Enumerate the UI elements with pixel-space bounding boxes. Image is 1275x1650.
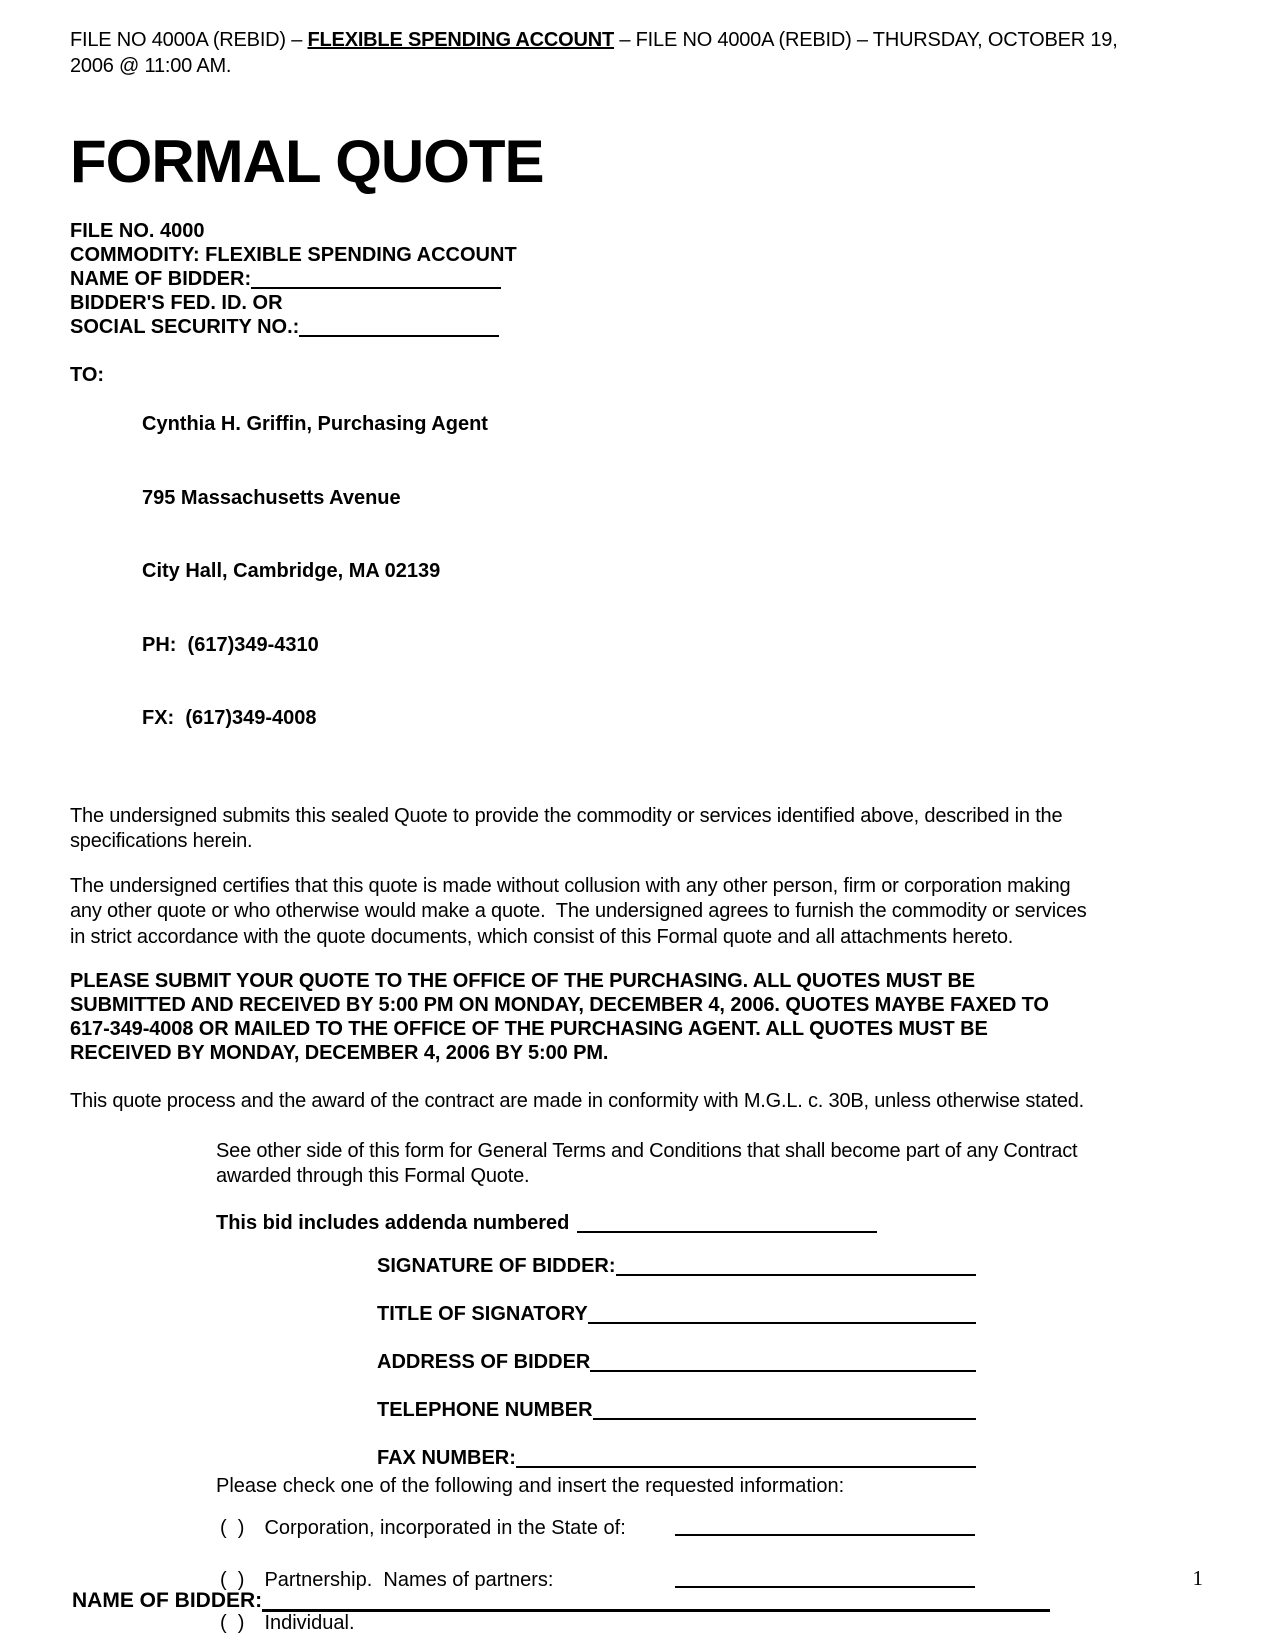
title-of-signatory-blank-line[interactable] (588, 1301, 976, 1324)
paragraph-submit-instructions: PLEASE SUBMIT YOUR QUOTE TO THE OFFICE OF THE PURCHASING. ALL QUOTES MUST BE SUBMITTED AND RECEIVED BY 5:00 PM ON MONDAY, DECEMBER 4, 2006. QUOTES MAYBE FAXED TO 617-349-4008 OR MAILED TO THE OFFICE OF THE PURCHASING AGENT. ALL QUOTES MUST BE RECEIVED BY MONDAY, DECEMBER 4, 2006 BY 5:00 PM. (70, 970, 1055, 1064)
corporation-label: Corporation, incorporated in the State of: (264, 1516, 626, 1539)
page-title: FORMAL QUOTE (70, 128, 544, 195)
header-prefix: FILE NO 4000A (REBID) – (70, 29, 308, 51)
paragraph-certify: The undersigned certifies that this quote is made without collusion with any other person, firm or corporation making any other quote or who otherwise would make a quote. The undersigned agrees to furnish the commodity or services in strict accordance with the quote documents, which consist of this Formal quote and all attachments hereto. (70, 874, 1092, 948)
document-header-line (70, 27, 1160, 79)
footer-name-of-bidder-row (72, 1588, 1050, 1614)
to-label: TO: (70, 364, 105, 386)
paragraph-submit: The undersigned submits this sealed Quote to provide the commodity or services identified above, described in the specifications herein. (70, 804, 1068, 852)
page-number: 1 (1192, 1566, 1203, 1590)
addenda-label: This bid includes addenda numbered (216, 1211, 570, 1234)
recipient-street: 795 Massachusetts Avenue (142, 486, 401, 509)
to-address-block (70, 363, 1205, 780)
fax-number-label: FAX NUMBER: (377, 1446, 516, 1469)
addenda-line (216, 1210, 1205, 1236)
recipient-phone: PH: (617)349-4310 (142, 633, 319, 656)
file-no-line: FILE NO. 4000 (70, 220, 205, 242)
corporation-state-blank-line[interactable] (675, 1534, 975, 1536)
corporation-checkbox[interactable]: ( ) (220, 1516, 245, 1539)
title-of-signatory-label: TITLE OF SIGNATORY (377, 1302, 588, 1325)
file-info-block (70, 219, 1205, 339)
option-corporation-row (220, 1515, 1205, 1541)
fax-number-row (377, 1445, 976, 1471)
recipient-city: City Hall, Cambridge, MA 02139 (142, 560, 441, 582)
ssn-label: SOCIAL SECURITY NO.: (70, 316, 300, 338)
partnership-label: Partnership. Names of partners: (264, 1568, 554, 1591)
header-text (70, 27, 1160, 53)
header-emphasis: FLEXIBLE SPENDING ACCOUNT (307, 29, 615, 51)
footer-name-of-bidder-label: NAME OF BIDDER: (72, 1589, 263, 1612)
ssn-blank-line[interactable] (299, 315, 499, 337)
check-instruction: Please check one of the following and insert the requested information: (216, 1474, 845, 1497)
name-of-bidder-label: NAME OF BIDDER: (70, 268, 252, 290)
signature-of-bidder-row (377, 1253, 976, 1279)
address-of-bidder-row (377, 1349, 976, 1375)
addenda-blank-line[interactable] (577, 1211, 877, 1233)
signature-of-bidder-label: SIGNATURE OF BIDDER: (377, 1254, 616, 1277)
footer-name-of-bidder-blank-line[interactable] (262, 1588, 1050, 1612)
name-of-bidder-line (70, 267, 1205, 291)
recipient-fax: FX: (617)349-4008 (142, 707, 317, 729)
individual-checkbox[interactable]: ( ) (220, 1611, 245, 1634)
fed-id-line: BIDDER'S FED. ID. OR (70, 292, 283, 314)
header-line2: 2006 @ 11:00 AM. (70, 55, 232, 77)
telephone-number-label: TELEPHONE NUMBER (377, 1398, 593, 1421)
recipient-name: Cynthia H. Griffin, Purchasing Agent (142, 413, 488, 435)
fax-number-blank-line[interactable] (516, 1445, 976, 1468)
individual-label: Individual. (264, 1611, 355, 1634)
partnership-checkbox[interactable]: ( ) (220, 1568, 245, 1591)
address-of-bidder-blank-line[interactable] (590, 1349, 976, 1372)
address-of-bidder-label: ADDRESS OF BIDDER (377, 1350, 591, 1373)
title-of-signatory-row (377, 1301, 976, 1327)
ssn-line (70, 315, 1205, 339)
commodity-line: COMMODITY: FLEXIBLE SPENDING ACCOUNT (70, 244, 517, 266)
telephone-number-blank-line[interactable] (593, 1397, 976, 1420)
paragraph-conformity: This quote process and the award of the contract are made in conformity with M.G.L. c. 30B, unless otherwise stated. (70, 1090, 1084, 1112)
paragraph-terms-note: See other side of this form for General Terms and Conditions that shall become part of any Contract awarded through this Formal Quote. (216, 1139, 1083, 1187)
to-address-lines (142, 363, 488, 780)
telephone-number-row (377, 1397, 976, 1423)
signature-of-bidder-blank-line[interactable] (616, 1253, 976, 1276)
header-suffix: – FILE NO 4000A (REBID) – THURSDAY, OCTOBER 19, (614, 29, 1118, 51)
name-of-bidder-blank-line[interactable] (251, 267, 501, 289)
